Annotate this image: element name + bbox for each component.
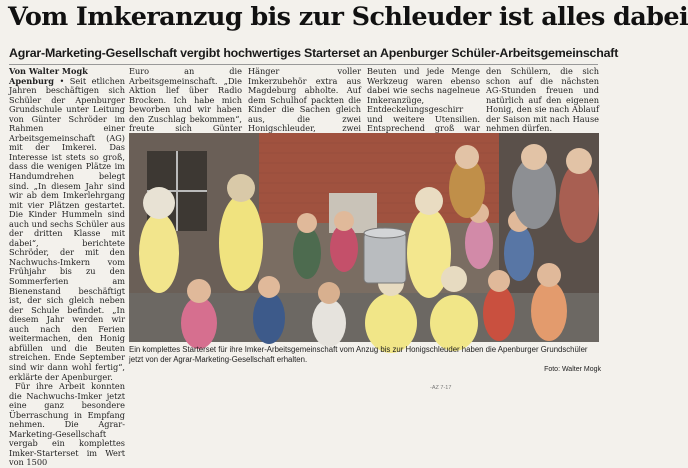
article-dateline: Apenburg: [9, 75, 54, 86]
article-column-3: [248, 66, 361, 134]
article-body-text: • Seit etlichen Jahren beschäftigen sich Schüler der Apenburger Grundschule unter Leitung von Günter Schröder im Rahmen einer Arbeitsgemeinschaft (AG) mit der Imkerei. Das Interesse ist stets so groß, dass die wenigen Plätze im Handumdrehen belegt sind. „In diesem Jahr sind wir ab dem Imkerlehrgang mit vier Plätzen gestartet. Die Kinder Hummeln sind auch und sechs Schüler aus der dritten Klasse mit dabei“, berichtete Schröder, der mit den Nachwuchs-Imkern vom Frühjahr bis zu den Sommerferien am Bienenstand beschäftigt ist, der sich gleich neben der Schule befindet. „In diesem Jahr werden wir auch nach den Ferien weitermachen, den Honig abfüllen und die Beuten streichen. Ende September sind wir dann wohl fertig“, erklärte der Apenburger.: [9, 75, 125, 382]
page-footer-note: -AZ 7-17: [430, 385, 452, 391]
photo-credit: Foto: Walter Mogk: [544, 366, 601, 373]
article-byline: Von Walter Mogk: [9, 66, 88, 76]
article-photo: [129, 133, 599, 342]
article-column-3-text: Hänger voller Imkerzubehör extra aus Magdeburg abholte. Auf dem Schulhof packten die Kinder die Sachen gleich aus, die zwei Honigschleuder, zwei: [248, 66, 361, 134]
article-headline: Vom Imkeranzug bis zur Schleuder ist alles dabei: [8, 2, 688, 32]
article-column-4: [367, 66, 480, 134]
article-column-5: [486, 66, 599, 134]
article-column-2: [129, 66, 242, 134]
article-column-2-text: Euro an die Arbeitsgemeinschaft. „Die Aktion lief über Radio Brocken. Ich habe mich beworben und wir haben den Zuschlag bekommen“, freute sich Günter: [129, 66, 242, 134]
headline-divider: [9, 64, 598, 65]
article-body-text-2: Für ihre Arbeit konnten die Nachwuchs-Imker jetzt eine ganz besondere Überraschung in Empfang nehmen. Die Agrar-Marketing-Gesellschaft vergab ein komplettes Imker-Starterset im Wert von 1500: [9, 381, 125, 468]
photo-caption: [129, 345, 601, 375]
article-column-1: [9, 66, 125, 468]
article-subheadline: Agrar-Marketing-Gesellschaft vergibt hochwertiges Starterset an Apenburger Schüler-Arbeitsgemeinschaft: [9, 46, 619, 60]
article-column-4-text: Beuten und jede Menge Werkzeug waren ebenso dabei wie sechs nagelneue Imkeranzüge, Entdeckelungsgeschirr und weitere Utensilien. Entsprechend groß war: [367, 66, 480, 134]
photo-caption-text: Ein komplettes Starterset für ihre Imker-Arbeitsgemeinschaft vom Anzug bis zur Honigschleuder haben die Apenburger Grundschüler jetzt von der Agrar-Marketing-Gesellschaft erhalten.: [129, 345, 588, 364]
article-column-5-text: den Schülern, die sich schon auf die nächsten AG-Stunden freuen und natürlich auf den eigenen Honig, den sie nach Ablauf der Saison mit nach Hause nehmen dürfen.: [486, 66, 599, 134]
group-photo-illustration: [129, 133, 599, 342]
